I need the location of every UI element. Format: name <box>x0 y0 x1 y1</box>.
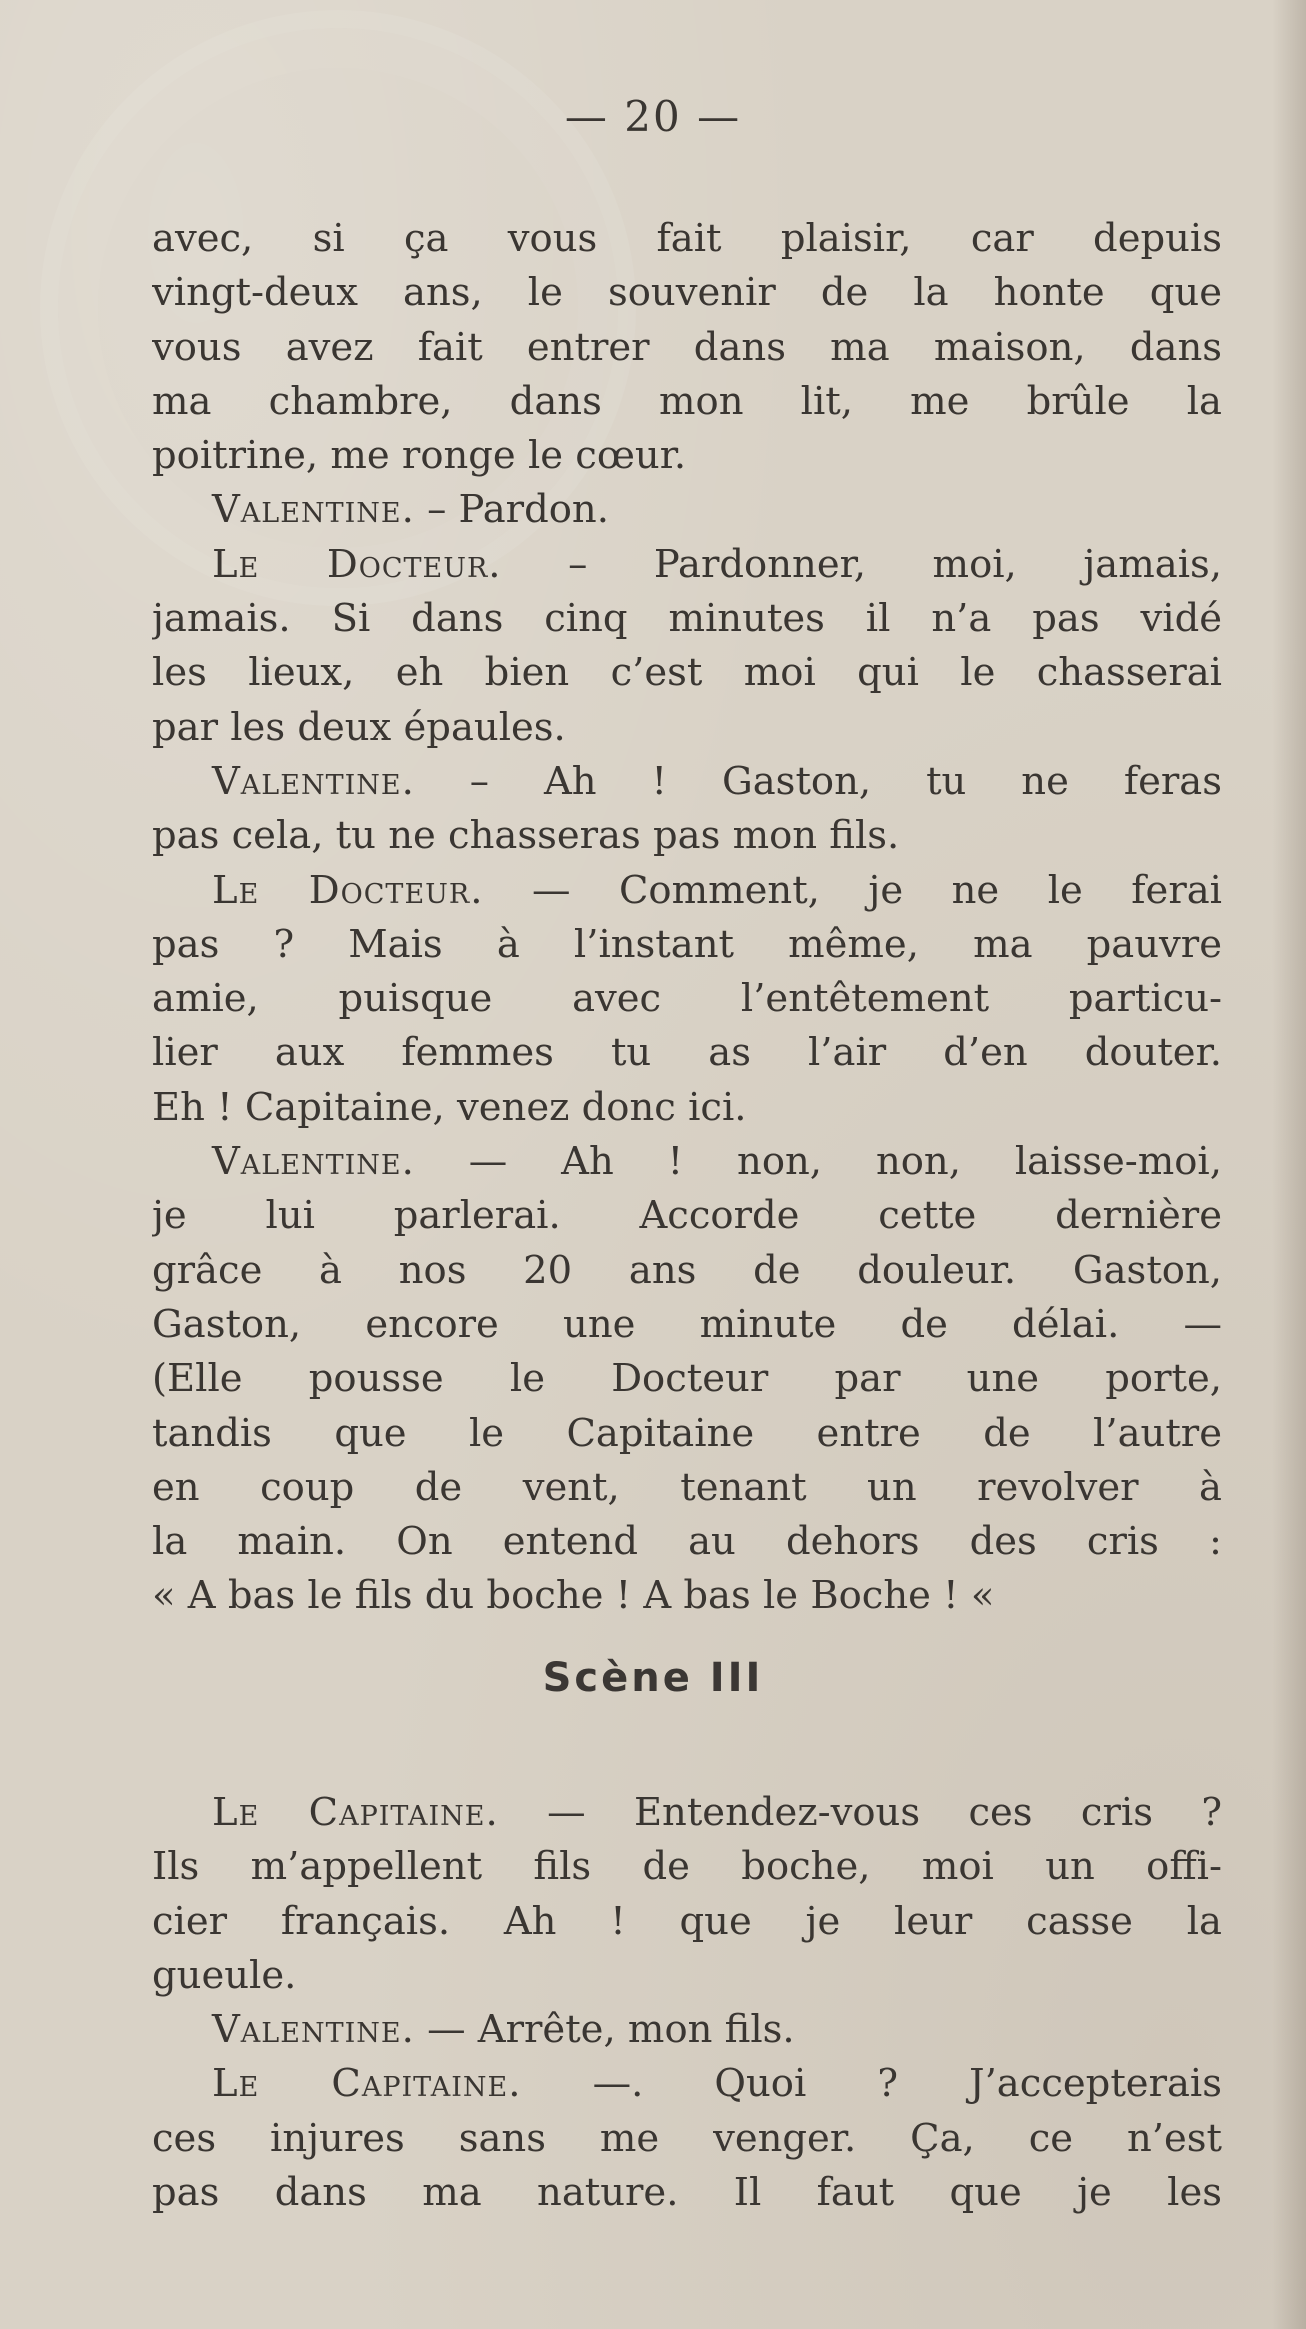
line-text: avec, si ça vous fait plaisir, car depuis <box>152 216 1222 261</box>
text-line <box>152 1135 1222 1189</box>
speaker-name: Le Capitaine. <box>212 1790 499 1835</box>
line-text: — Arrête, mon fils. <box>414 2007 795 2053</box>
line-text: cier français. Ah ! que je leur casse la <box>152 1898 1222 1944</box>
line-text: pas ? Mais à l’instant même, ma pauvre <box>152 921 1222 967</box>
text-line <box>152 918 1222 972</box>
speaker-name: Valentine. <box>212 2007 415 2053</box>
text-line <box>152 1352 1222 1406</box>
line-text: vous avez fait entrer dans ma maison, dans <box>152 324 1222 370</box>
line-text: la main. On entend au dehors des cris : <box>152 1519 1222 1565</box>
text-line <box>152 538 1222 592</box>
line-text: grâce à nos 20 ans de douleur. Gaston, <box>152 1247 1222 1293</box>
text-line <box>152 701 1222 755</box>
line-text: —. Quoi ? J’accepterais <box>521 2061 1222 2107</box>
line-text: jamais. Si dans cinq minutes il n’a pas vidé <box>152 596 1222 642</box>
line-text: ces injures sans me venger. Ça, ce n’est <box>152 2115 1222 2161</box>
text-line <box>152 1569 1222 1623</box>
line-text: – Ah ! Gaston, tu ne feras <box>414 758 1222 804</box>
text-line <box>152 375 1222 429</box>
text-line <box>152 864 1222 918</box>
page-number: — 20 — <box>564 92 742 141</box>
text-line <box>152 2166 1222 2220</box>
text-line <box>152 2112 1222 2166</box>
line-text: vingt-deux ans, le souvenir de la honte que <box>152 270 1222 316</box>
text-line <box>152 321 1222 375</box>
text-line <box>152 1244 1222 1298</box>
line-text: poitrine, me ronge le cœur. <box>152 433 687 479</box>
line-text: tandis que le Capitaine entre de l’autre <box>152 1410 1222 1456</box>
line-text: en coup de vent, tenant un revolver à <box>152 1464 1222 1510</box>
line-text: par les deux épaules. <box>152 704 566 750</box>
text-line <box>152 2057 1222 2111</box>
text-line <box>152 266 1222 320</box>
line-text: je lui parlerai. Accorde cette dernière <box>152 1193 1222 1239</box>
line-text: lier aux femmes tu as l’air d’en douter. <box>152 1030 1222 1076</box>
text-line <box>152 755 1222 809</box>
scene-title: Scène III <box>542 1655 764 1701</box>
text-line <box>152 1407 1222 1461</box>
line-text: les lieux, eh bien c’est moi qui le chasserai <box>152 650 1222 696</box>
line-text: – Pardon. <box>414 487 609 533</box>
text-line <box>152 2003 1222 2057</box>
line-text: (Elle pousse le Docteur par une porte, <box>152 1356 1222 1402</box>
text-line <box>152 1840 1222 1894</box>
speaker-name: Le Docteur. <box>212 867 484 913</box>
line-text: ma chambre, dans mon lit, me brûle la <box>152 378 1222 424</box>
text-line <box>152 1515 1222 1569</box>
line-text: — Ah ! non, non, laisse-moi, <box>414 1139 1222 1185</box>
line-text: « A bas le fils du boche ! A bas le Boche ! « <box>152 1573 995 1619</box>
text-line <box>152 1026 1222 1080</box>
speaker-name: Le Docteur. <box>212 541 502 587</box>
speaker-name: Valentine. <box>212 1139 415 1185</box>
line-text: – Pardonner, moi, jamais, <box>501 541 1222 587</box>
text-line <box>152 1895 1222 1949</box>
line-text: Gaston, encore une minute de délai. — <box>152 1301 1222 1347</box>
text-line <box>152 429 1222 483</box>
text-line <box>152 972 1222 1026</box>
line-text: amie, puisque avec l’entêtement particu- <box>152 976 1222 1022</box>
dialogue-block-before-scene <box>152 212 1222 1624</box>
text-line <box>152 1949 1222 2003</box>
speaker-name: Valentine. <box>212 758 415 804</box>
line-text: Ils m’appellent fils de boche, moi un offi- <box>152 1844 1222 1890</box>
line-text: — Entendez-vous ces cris ? <box>498 1790 1222 1835</box>
dialogue-block-after-scene <box>152 1786 1222 2220</box>
line-text: — Comment, je ne le ferai <box>483 867 1222 913</box>
text-line <box>152 592 1222 646</box>
text-line <box>152 646 1222 700</box>
line-text: Eh ! Capitaine, venez donc ici. <box>152 1084 747 1130</box>
speaker-name: Valentine. <box>212 487 415 533</box>
text-line <box>152 1786 1222 1840</box>
text-line <box>152 483 1222 537</box>
text-line <box>152 1461 1222 1515</box>
line-text: pas dans ma nature. Il faut que je les <box>152 2170 1222 2216</box>
text-line <box>152 809 1222 863</box>
line-text: pas cela, tu ne chasseras pas mon fils. <box>152 813 900 859</box>
text-line <box>152 1189 1222 1243</box>
page-edge-shadow <box>1272 0 1306 2329</box>
speaker-name: Le Capitaine. <box>212 2061 522 2107</box>
line-text: gueule. <box>152 1952 297 1998</box>
text-line <box>152 1298 1222 1352</box>
text-line <box>152 212 1222 266</box>
text-line <box>152 1081 1222 1135</box>
